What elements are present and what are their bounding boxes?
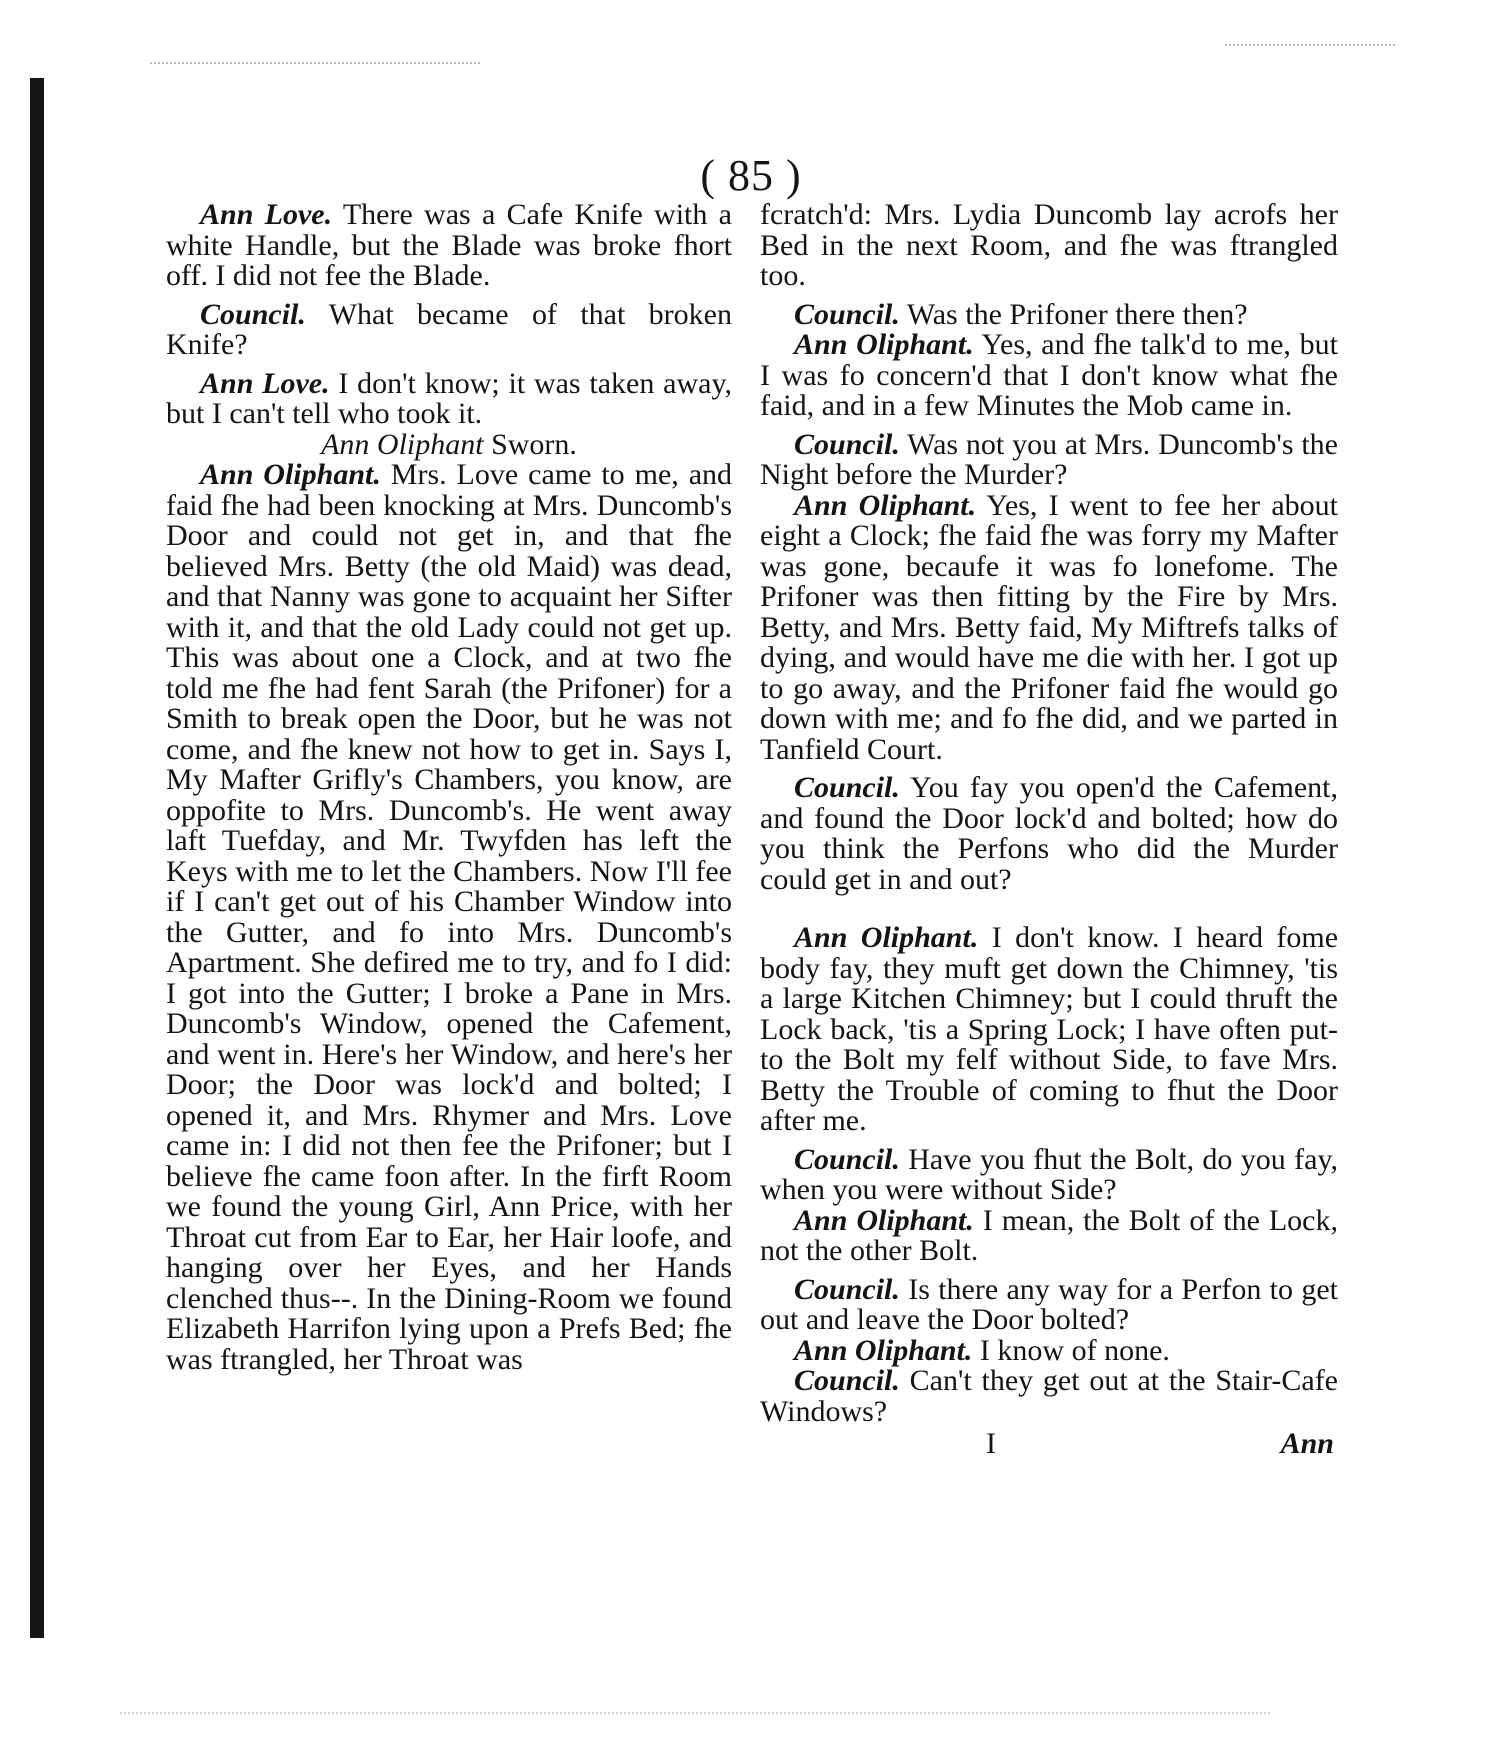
paragraph-text: Was the Prifoner there then? bbox=[899, 297, 1248, 331]
speaker-name: Ann Oliphant bbox=[321, 427, 484, 461]
page-number: ( 85 ) bbox=[700, 151, 802, 200]
left-column bbox=[166, 200, 732, 1375]
speaker-name: Council. bbox=[200, 297, 306, 331]
paragraph bbox=[166, 366, 732, 430]
paragraph bbox=[760, 427, 1338, 491]
speaker-name: Council. bbox=[794, 427, 900, 461]
paragraph-text: You fay you open'd the Cafement, and found the Door lock'd and bolted; how do you think the Perfons who did the Murder could get in and out? bbox=[760, 771, 1338, 896]
scan-noise-top-left bbox=[150, 62, 480, 66]
speaker-name: Ann Oliphant. bbox=[200, 458, 381, 491]
speaker-name: Ann Oliphant. bbox=[794, 328, 974, 361]
paragraph bbox=[760, 200, 1338, 292]
paragraph-text: I mean, the Bolt of the Lock, not the other Bolt. bbox=[760, 1203, 1338, 1267]
paragraph-text: Is there any way for a Perfon to get out and leave the Door bolted? bbox=[760, 1272, 1338, 1336]
speaker-name: Ann Oliphant. bbox=[794, 488, 977, 522]
scan-noise-bottom bbox=[120, 1712, 1270, 1716]
paragraph bbox=[760, 297, 1338, 331]
paragraph-text: I don't know; it was taken away, but I can't tell who took it. bbox=[166, 366, 732, 430]
speaker-name: Council. bbox=[794, 297, 900, 331]
speaker-name: Ann Oliphant. bbox=[794, 921, 979, 954]
paragraph-text: I don't know. I heard fome body fay, they muft get down the Chimney, 'tis a large Kitchen Chimney; but I could thruft the Lock back, 'tis a Spring Lock; I have often put-to the Bolt my felf without Side, to fave Mrs. Betty the Trouble of coming to fhut the Door after me. bbox=[760, 921, 1339, 1137]
signature-line bbox=[760, 1429, 1338, 1460]
right-column bbox=[760, 200, 1338, 1460]
speaker-name: Council. bbox=[794, 1142, 900, 1176]
paragraph-text: What became of that broken Knife? bbox=[166, 297, 732, 361]
paragraph-text: There was a Cafe Knife with a white Handle, but the Blade was broke fhort off. I did not fee the Blade. bbox=[166, 198, 732, 292]
paragraph bbox=[760, 1142, 1338, 1206]
paragraph bbox=[760, 1366, 1338, 1427]
paragraph-text: Sworn. bbox=[483, 427, 577, 461]
paragraph-text: Yes, and fhe talk'd to me, but I was fo concern'd that I don't know what fhe faid, and in a few Minutes the Mob came in. bbox=[760, 328, 1339, 422]
speaker-name: Ann Oliphant. bbox=[794, 1203, 974, 1237]
paragraph bbox=[760, 1333, 1338, 1367]
paragraph-text: Have you fhut the Bolt, do you fay, when you were without Side? bbox=[760, 1142, 1338, 1206]
paragraph bbox=[760, 1203, 1338, 1267]
speaker-name: Council. bbox=[794, 1364, 900, 1397]
paragraph-text: Can't they get out at the Stair-Cafe Windows? bbox=[760, 1364, 1338, 1428]
speaker-name: Ann Oliphant. bbox=[794, 1333, 973, 1367]
paragraph-text: Yes, I went to fee her about eight a Clock; fhe faid fhe was forry my Mafter was gone, becaufe it was fo lonefome. The Prifoner was then fitting by the Fire by Mrs. Betty, and Mrs. Betty faid, My Miftrefs talks of dying, and would have me die with her. I got up to go away, and the Prifoner faid fhe would go down with me; and fo fhe did, and we parted in Tanfield Court. bbox=[760, 488, 1338, 766]
speaker-name: Ann Love. bbox=[200, 198, 333, 231]
speaker-name: Council. bbox=[794, 1272, 900, 1306]
paragraph bbox=[760, 330, 1338, 422]
speaker-name: Ann Love. bbox=[200, 366, 330, 400]
paragraph bbox=[760, 773, 1338, 895]
paragraph-text: fcratch'd: Mrs. Lydia Duncomb lay acrofs her Bed in the next Room, and fhe was ftrangled too. bbox=[760, 198, 1338, 292]
paragraph bbox=[166, 200, 732, 292]
paragraph bbox=[760, 488, 1338, 766]
paragraph bbox=[760, 1272, 1338, 1336]
witness-heading bbox=[166, 427, 732, 461]
signature-mark: I bbox=[986, 1427, 996, 1460]
paragraph-text: Mrs. Love came to me, and faid fhe had been knocking at Mrs. Duncomb's Door and could not get in, and that fhe believed Mrs. Betty (the old Maid) was dead, and that Nanny was gone to acquaint her Sifter with it, and that the old Lady could not get up. This was about one a Clock, and at two fhe told me fhe had fent Sarah (the Prifoner) for a Smith to break open the Door, but he was not come, and fhe knew not how to get in. Says I, My Mafter Grifly's Chambers, you know, are oppofite to Mrs. Duncomb's. He went away laft Tuefday, and Mr. Twyfden has left the Keys with me to let the Chambers. Now I'll fee if I can't get out of his Chamber Window into the Gutter, and fo into Mrs. Duncomb's Apartment. She defired me to try, and fo I did: I got into the Gutter; I broke a Pane in Mrs. Duncomb's Window, opened the Cafement, and went in. Here's her Window, and here's her Door; the Door was lock'd and bolted; I opened it, and Mrs. Rhymer and Mrs. Love came in: I did not then fee the Prifoner; but I believe fhe came foon after. In the firft Room we found the young Girl, Ann Price, with her Throat cut from Ear to Ear, her Hair loofe, and hanging over her Eyes, and her Hands clenched thus--. In the Dining-Room we found Elizabeth Harrifon lying upon a Prefs Bed; fhe was ftrangled, her Throat was bbox=[166, 458, 733, 1376]
binding-shadow bbox=[30, 78, 44, 1638]
paragraph bbox=[166, 460, 732, 1375]
paragraph bbox=[760, 923, 1338, 1137]
speaker-name: Council. bbox=[794, 771, 900, 804]
paragraph-text: Was not you at Mrs. Duncomb's the Night before the Murder? bbox=[760, 427, 1338, 491]
scan-noise-top-right bbox=[1225, 44, 1395, 48]
catchword: Ann bbox=[1280, 1427, 1334, 1460]
paragraph bbox=[166, 297, 732, 361]
paragraph-text: I know of none. bbox=[972, 1333, 1170, 1367]
